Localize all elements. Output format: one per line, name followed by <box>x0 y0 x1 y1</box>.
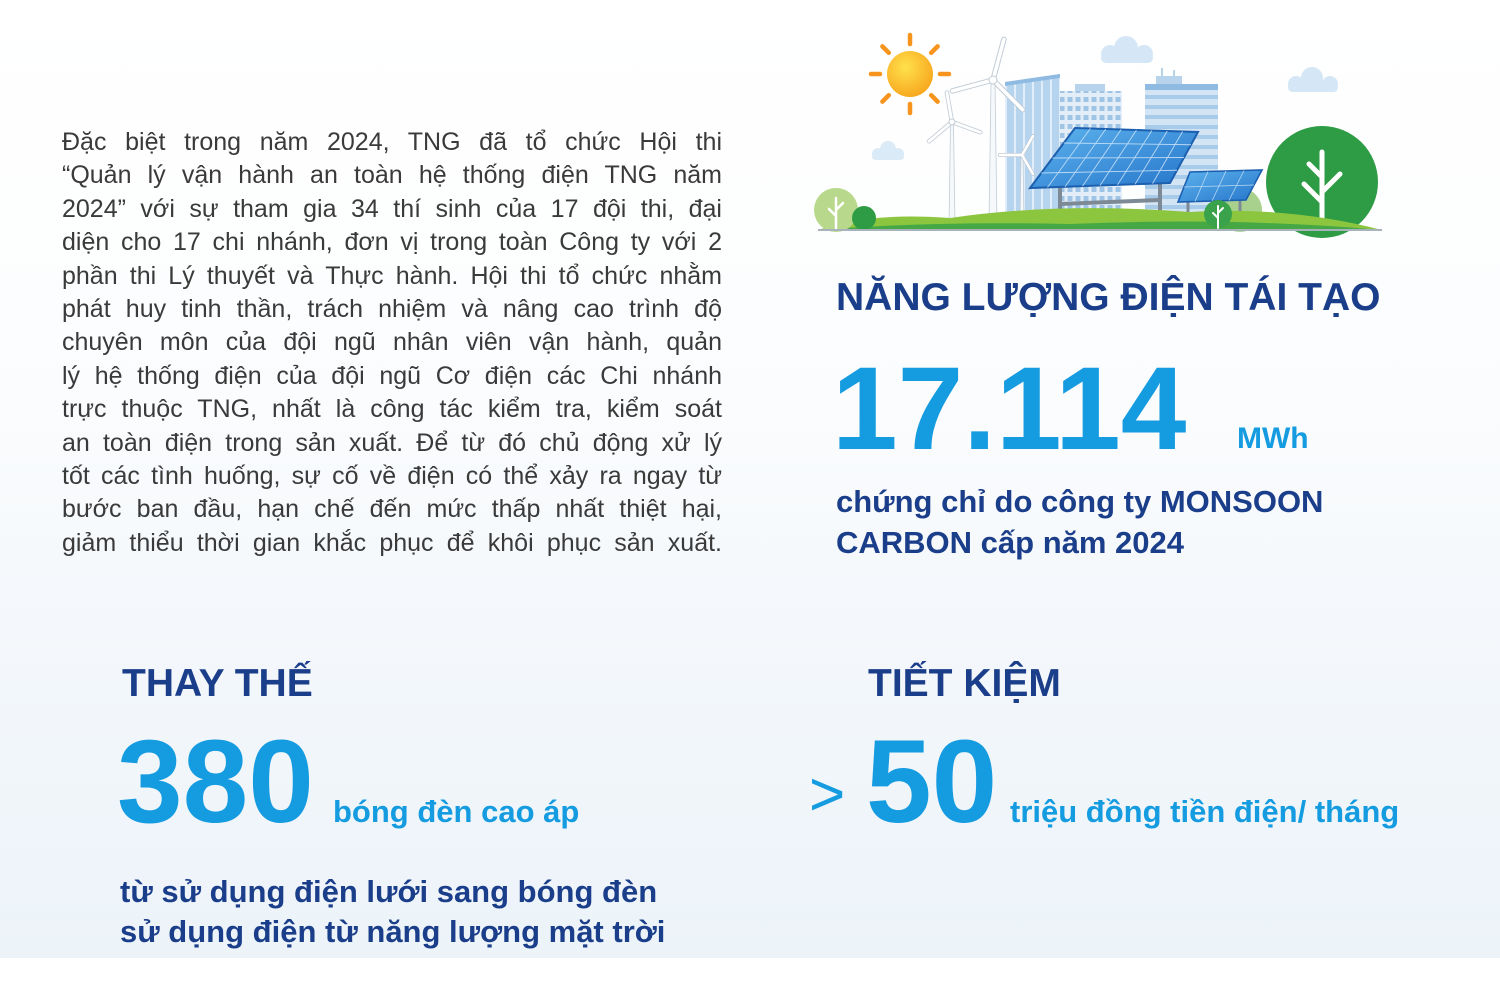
sun-icon <box>871 35 949 113</box>
renewable-energy-illustration <box>810 32 1410 242</box>
intro-line: lý hệ thống điện của đội ngũ Cơ điện các Chi nhánh <box>62 361 722 390</box>
wind-turbine-icon <box>929 93 980 227</box>
intro-line: giảm thiểu thời gian khắc phục để khôi phục sản xuất. <box>62 528 722 557</box>
tree-icon <box>852 206 876 230</box>
caption-line: từ sử dụng điện lưới sang bóng đèn <box>120 874 658 909</box>
renewable-title: NĂNG LƯỢNG ĐIỆN TÁI TẠO <box>836 276 1381 319</box>
intro-line: an toàn điện trong sản xuất. Để từ đó chủ động xử lý <box>62 428 722 457</box>
intro-line: phát huy tinh thần, trách nhiệm và nâng cao trình độ <box>62 294 722 323</box>
replace-unit: bóng đèn cao áp <box>333 794 580 829</box>
renewable-unit: MWh <box>1237 422 1309 455</box>
intro-line: “Quản lý vận hành an toàn hệ thống điện TNG năm <box>62 161 722 190</box>
greater-than-sign: > <box>809 760 846 829</box>
intro-paragraph <box>62 126 722 560</box>
intro-line: phần thi Lý thuyết và Thực hành. Hội thi tổ chức nhằm <box>62 261 722 290</box>
tree-icon <box>1204 200 1232 228</box>
intro-line: 2024” với sự tham gia 34 thí sinh của 17 đội thi, đại <box>62 194 722 223</box>
replace-title: THAY THẾ <box>122 662 313 705</box>
cloud-icon <box>1101 36 1153 63</box>
save-value: 50 <box>866 716 998 848</box>
intro-line: chuyên môn của đội ngũ nhân viên vận hành, quản <box>62 328 722 357</box>
save-unit: triệu đồng tiền điện/ tháng <box>1010 794 1400 829</box>
cloud-icon <box>1288 67 1338 92</box>
save-title: TIẾT KIỆM <box>868 662 1061 705</box>
caption-line: sử dụng điện từ năng lượng mặt trời <box>120 914 666 949</box>
intro-line: diện cho 17 chi nhánh, đơn vị trong toàn Công ty với 2 <box>62 228 722 257</box>
renewable-value: 17.114 <box>832 343 1187 475</box>
intro-line: trực thuộc TNG, nhất là công tác kiểm tra, kiểm soát <box>62 395 722 424</box>
renewable-caption <box>836 481 1323 563</box>
intro-line: bước ban đầu, hạn chế đến mức thấp nhất thiệt hại, <box>62 495 722 524</box>
caption-line: CARBON cấp năm 2024 <box>836 525 1185 560</box>
building-icon <box>1005 74 1060 215</box>
replace-value: 380 <box>117 716 314 848</box>
cloud-icon <box>872 141 904 160</box>
intro-line: tốt các tình huống, sự cố về điện có thể xảy ra ngay từ <box>62 461 722 490</box>
intro-line: Đặc biệt trong năm 2024, TNG đã tổ chức Hội thi <box>62 128 722 156</box>
tree-icon <box>814 188 858 232</box>
caption-line: chứng chỉ do công ty MONSOON <box>836 484 1324 519</box>
replace-caption <box>120 872 665 952</box>
